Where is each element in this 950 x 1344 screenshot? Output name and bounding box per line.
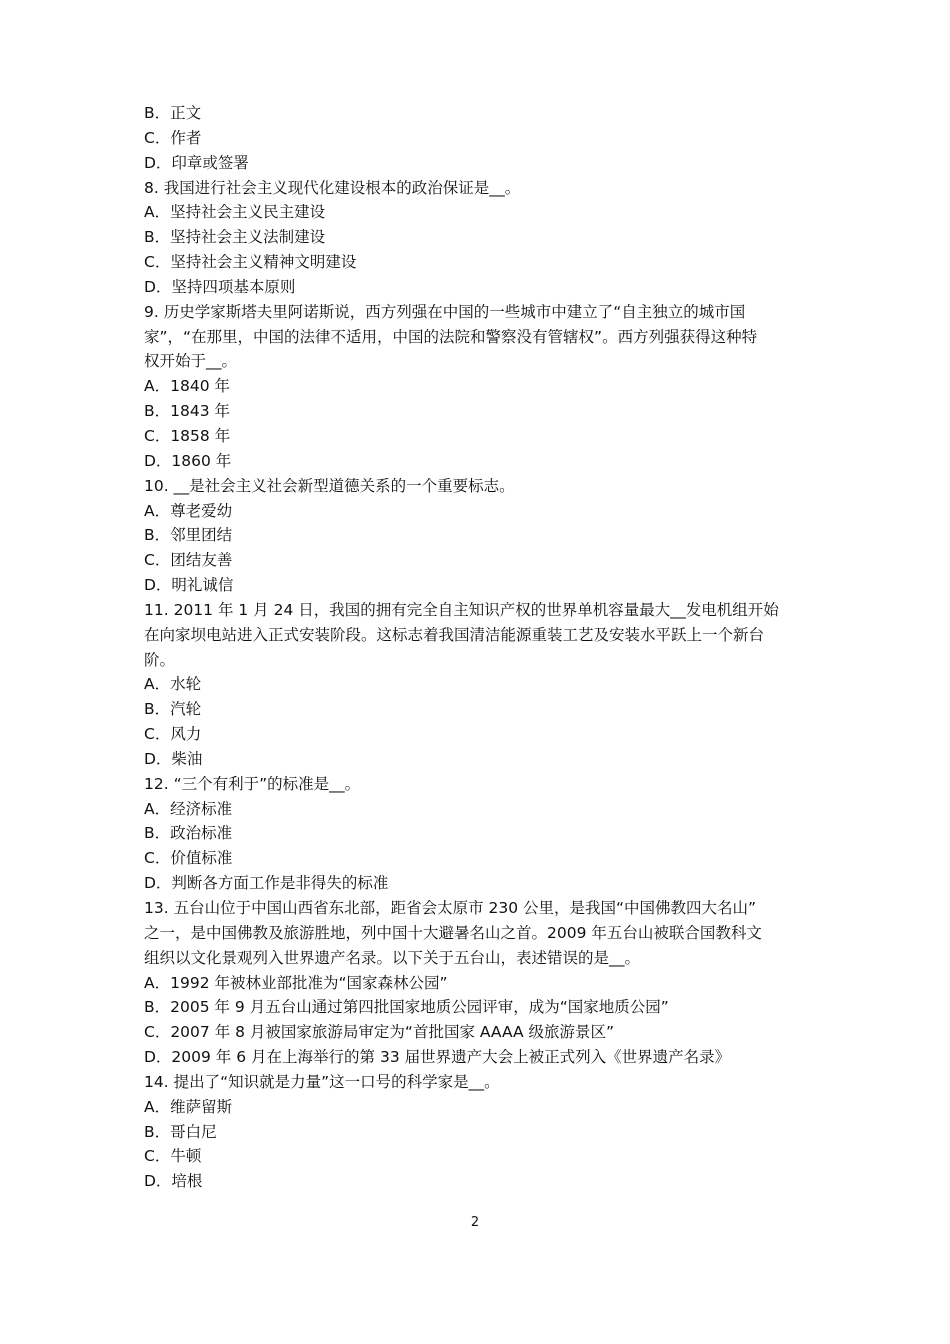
question-line: 12. “三个有利于”的标准是__。 bbox=[144, 774, 361, 793]
page-body bbox=[144, 101, 814, 1194]
question-line: 13. 五台山位于中国山西省东北部，距省会太原市 230 公里，是我国“中国佛教四大名山” bbox=[144, 899, 757, 917]
option-line: C．价值标准 bbox=[144, 849, 233, 868]
question-line: 14. 提出了“知识就是力量”这一口号的科学家是__。 bbox=[144, 1072, 500, 1091]
page-number: 2 bbox=[470, 1215, 480, 1230]
question-line: 之一，是中国佛教及旅游胜地，列中国十大避暑名山之首。2009 年五台山被联合国教科文 bbox=[144, 923, 762, 942]
option-line: B．正文 bbox=[144, 104, 202, 122]
question-line: 8. 我国进行社会主义现代化建设根本的政治保证是__。 bbox=[144, 178, 521, 197]
option-line: C．牛顿 bbox=[144, 1147, 202, 1166]
option-line: B．邻里团结 bbox=[144, 526, 233, 545]
question-line: 在向家坝电站进入正式安装阶段。这标志着我国清洁能源重装工艺及安装水平跃上一个新台 bbox=[144, 625, 765, 644]
option-line: C．坚持社会主义精神文明建设 bbox=[144, 253, 357, 272]
option-line: C．作者 bbox=[144, 128, 202, 147]
option-line: C．团结友善 bbox=[144, 551, 233, 570]
option-line: D．柴油 bbox=[144, 749, 203, 768]
question-line: 权开始于__。 bbox=[144, 352, 238, 371]
option-line: B．政治标准 bbox=[144, 824, 233, 843]
option-line: A．1840 年 bbox=[144, 377, 230, 396]
question-line: 组织以文化景观列入世界遗产名录。以下关于五台山，表述错误的是__。 bbox=[144, 948, 641, 967]
question-line: 阶。 bbox=[144, 650, 176, 669]
question-line: 11. 2011 年 1 月 24 日，我国的拥有完全自主知识产权的世界单机容量最大__发电机组开始 bbox=[144, 600, 779, 619]
option-line: A．经济标准 bbox=[144, 799, 233, 818]
option-line: D．1860 年 bbox=[144, 451, 232, 470]
option-line: B．2005 年 9 月五台山通过第四批国家地质公园评审，成为“国家地质公园” bbox=[144, 998, 669, 1017]
option-line: B．汽轮 bbox=[144, 700, 202, 719]
option-line: B．坚持社会主义法制建设 bbox=[144, 228, 326, 247]
option-line: D．判断各方面工作是非得失的标准 bbox=[144, 874, 389, 893]
question-line: 10. __是社会主义社会新型道德关系的一个重要标志。 bbox=[144, 476, 515, 495]
option-line: B．哥白尼 bbox=[144, 1122, 217, 1141]
option-line: D．培根 bbox=[144, 1172, 203, 1191]
option-line: C．2007 年 8 月被国家旅游局审定为“首批国家 AAAA 级旅游景区” bbox=[144, 1023, 615, 1042]
option-line: A．1992 年被林业部批准为“国家森林公园” bbox=[144, 973, 448, 992]
option-line: C．风力 bbox=[144, 725, 202, 744]
option-line: D．2009 年 6 月在上海举行的第 33 届世界遗产大会上被正式列入《世界遗产名录》 bbox=[144, 1048, 731, 1067]
option-line: A．坚持社会主义民主建设 bbox=[144, 203, 326, 222]
option-line: D．印章或签署 bbox=[144, 153, 249, 172]
option-line: A．维萨留斯 bbox=[144, 1097, 233, 1116]
option-line: A．尊老爱幼 bbox=[144, 501, 233, 520]
question-line: 家”，“在那里，中国的法律不适用，中国的法院和警察没有管辖权”。西方列强获得这种特 bbox=[144, 327, 758, 346]
option-line: D．明礼诚信 bbox=[144, 576, 234, 595]
option-line: C．1858 年 bbox=[144, 426, 231, 445]
option-line: D．坚持四项基本原则 bbox=[144, 277, 296, 296]
option-line: B．1843 年 bbox=[144, 402, 231, 421]
question-line: 9. 历史学家斯塔夫里阿诺斯说，西方列强在中国的一些城市中建立了“自主独立的城市国 bbox=[144, 302, 746, 321]
option-line: A．水轮 bbox=[144, 675, 202, 694]
